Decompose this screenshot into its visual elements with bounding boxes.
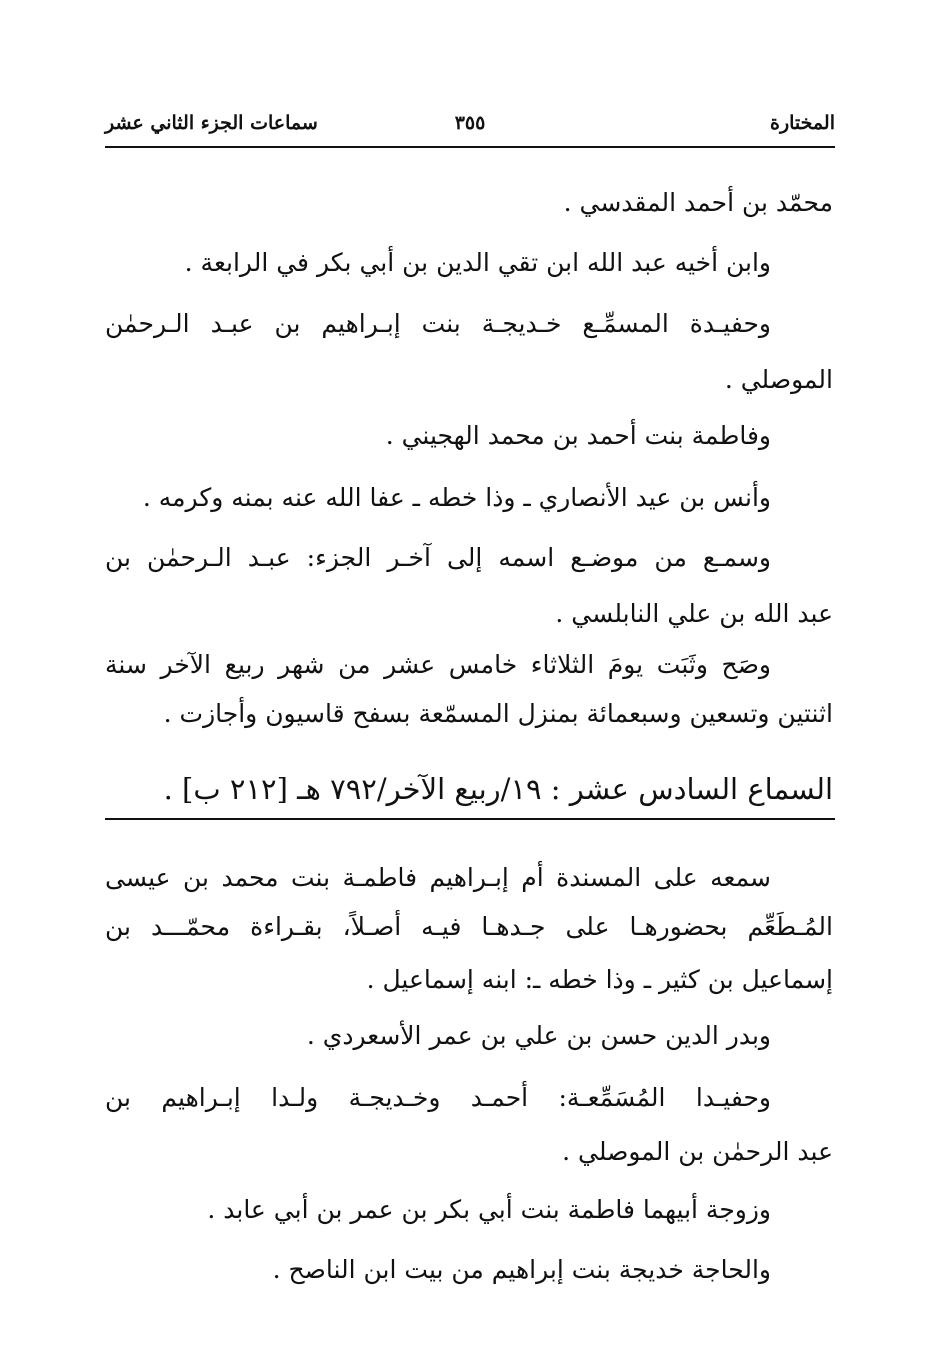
book-title-header: المختارة [770, 112, 835, 134]
text-line: وابن أخيه عبد الله ابن تقي الدين بن أبي بكر في الرابعة . [184, 248, 771, 277]
text-line: وفاطمة بنت أحمد بن محمد الهجيني . [385, 421, 771, 450]
text-line: إسماعيل بن كثير ـ وذا خطه ـ: ابنه إسماعيل . [366, 965, 833, 994]
text-line: وحفيـدا المُسَمِّعـة: أحمـد وخـديجـة ولـدا إبـراهيم بن [105, 1083, 771, 1112]
running-head [105, 112, 835, 146]
text-line: وبدر الدين حسن بن علي بن عمر الأسعردي . [306, 1021, 771, 1050]
section-heading: السماع السادس عشر : ١٩/ربيع الآخر/٧٩٢ هـ [٢١٢ ب] . [163, 772, 833, 806]
section-title-header: سماعات الجزء الثاني عشر [105, 112, 318, 134]
text-line: عبد الله بن علي النابلسي . [555, 599, 833, 628]
header-rule [105, 146, 835, 148]
text-line: وأنس بن عيد الأنصاري ـ وذا خطه ـ عفا الله عنه بمنه وكرمه . [142, 483, 771, 512]
text-line: سمعه على المسندة أم إبـراهيم فاطمـة بنت محمد بن عيسى [105, 863, 771, 892]
text-line: الموصلي . [724, 365, 833, 394]
text-line: عبد الرحمٰن بن الموصلي . [562, 1137, 833, 1166]
text-line: وزوجة أبيهما فاطمة بنت أبي بكر بن عمر بن أبي عابد . [207, 1195, 771, 1224]
text-line: اثنتين وتسعين وسبعمائة بمنزل المسمّعة بسفح قاسيون وأجازت . [163, 699, 833, 728]
text-line: وحفيـدة المسمِّـع خـديجـة بنت إبـراهيم بن عبـد الـرحمٰن [105, 309, 771, 338]
text-line: وصَح وثَبَت يومَ الثلاثاء خامس عشر من شهر ربيع الآخر سنة [105, 650, 771, 679]
text-line: وسمـع من موضـع اسمه إلى آخـر الجزء: عبـد الـرحمٰن بن [105, 543, 771, 572]
page-number: ٣٥٥ [454, 112, 486, 134]
text-line: محمّد بن أحمد المقدسي . [563, 188, 833, 217]
text-line: المُـطَعِّم بحضورهـا على جـدهـا فيـه أصـلاً، بقـراءة محمّـــد بن [105, 912, 833, 941]
heading-rule [105, 818, 835, 820]
text-line: والحاجة خديجة بنت إبراهيم من بيت ابن الناصح . [272, 1255, 771, 1284]
